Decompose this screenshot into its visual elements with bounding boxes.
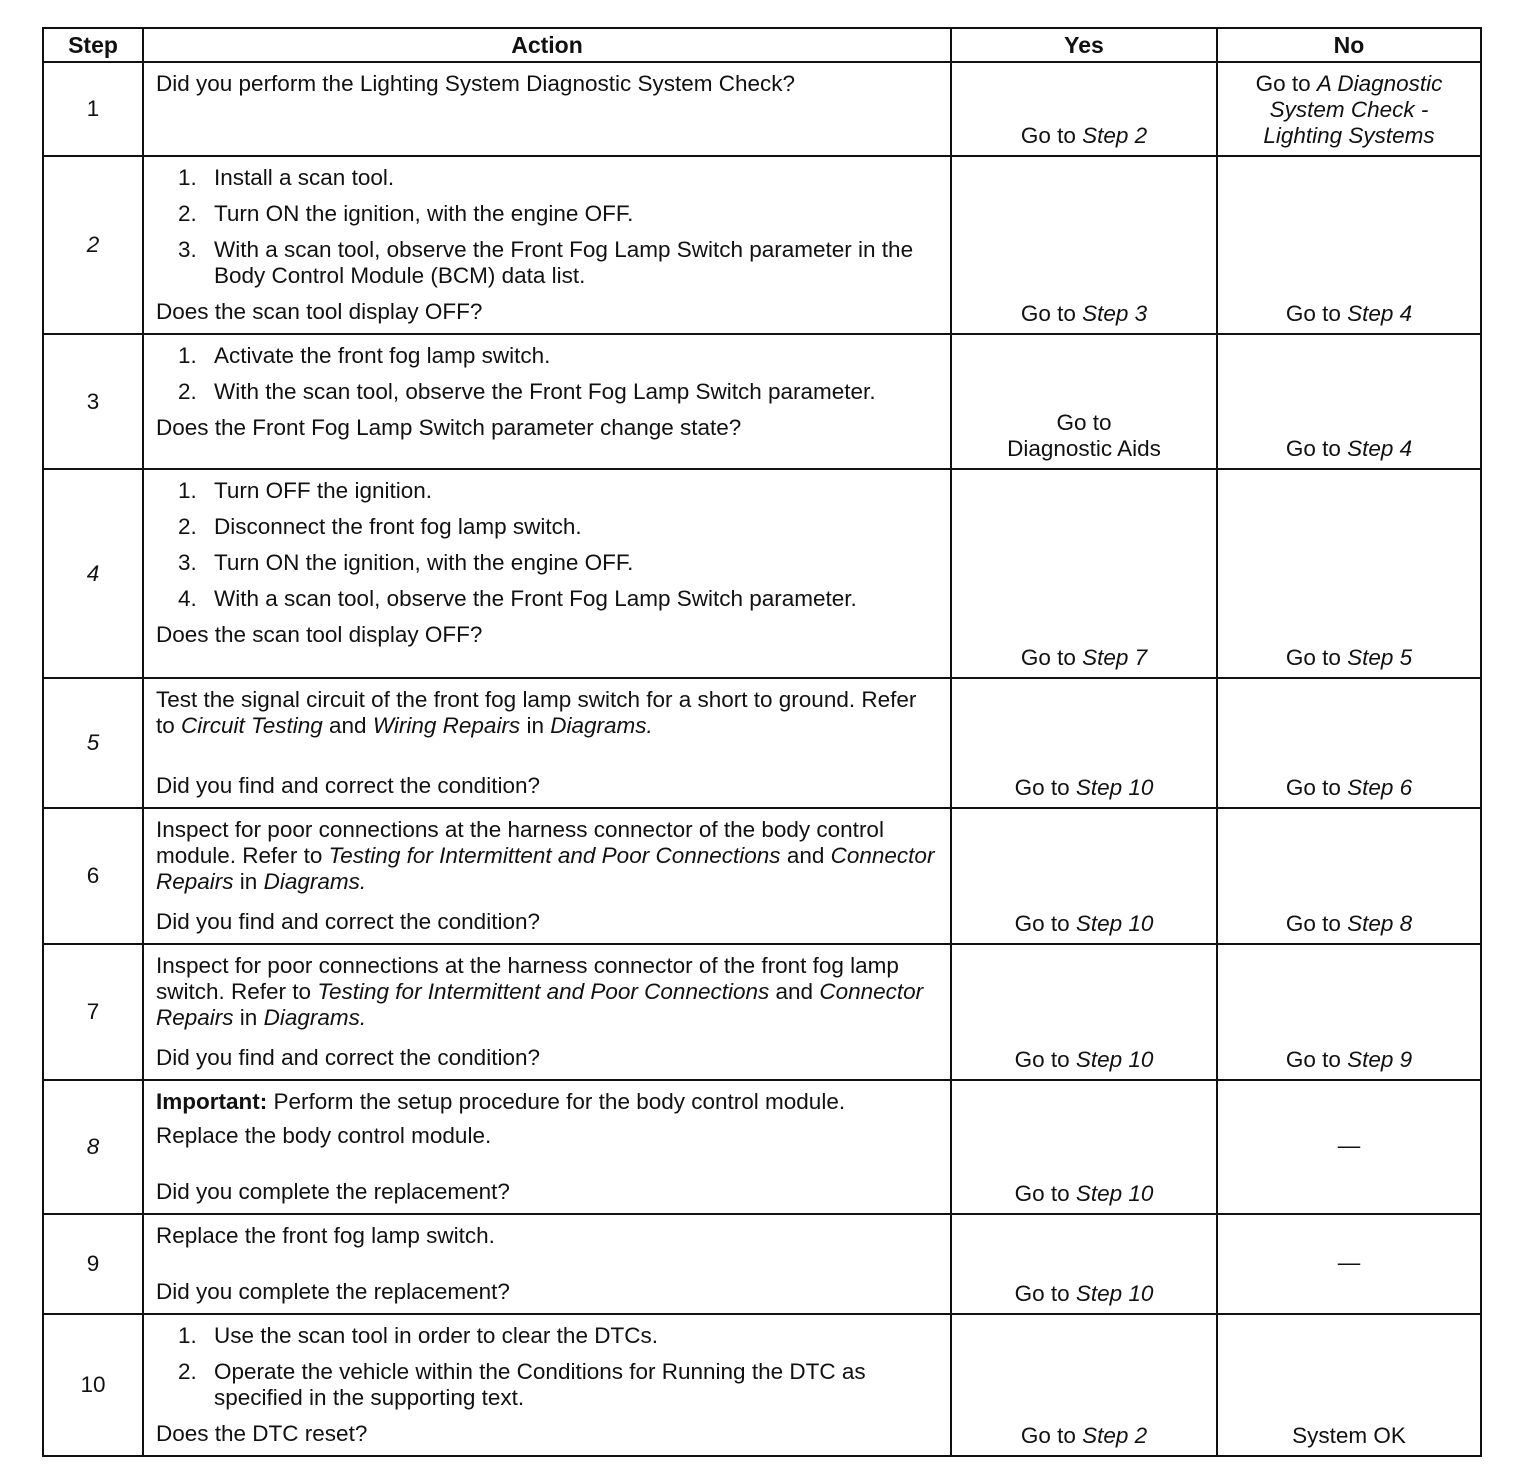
go-to-text: Go to xyxy=(1014,1281,1070,1306)
table-header-row xyxy=(43,28,1481,62)
procedure-ref: Wiring Repairs xyxy=(372,713,521,738)
question-text: Did you perform the Lighting System Diagnostic System Check? xyxy=(156,71,796,96)
procedure-ref: Testing for Intermittent and Poor Connections xyxy=(317,979,770,1004)
action-cell xyxy=(143,808,951,944)
go-to-text: Go to xyxy=(1020,645,1076,670)
yes-cell xyxy=(951,469,1217,678)
step-ref: Step 8 xyxy=(1347,911,1413,936)
procedure-ref: Circuit Testing xyxy=(181,713,323,738)
action-cell xyxy=(143,62,951,156)
no-cell xyxy=(1217,1314,1481,1456)
no-cell xyxy=(1217,469,1481,678)
procedure-ref: Diagrams. xyxy=(550,713,653,738)
header-no: No xyxy=(1217,28,1481,62)
instruction-text: Replace the front fog lamp switch. xyxy=(156,1223,495,1248)
procedure-ref: Testing for Intermittent and Poor Connections xyxy=(328,843,781,868)
table-row-step-3 xyxy=(43,334,1481,469)
step-ref: Step 4 xyxy=(1347,436,1413,461)
instruction-text: Test the signal circuit of the front fog lamp switch for a short to ground. Refer to Circuit Testing and Wiring Repairs in Diagrams. xyxy=(156,687,917,738)
action-cell xyxy=(143,944,951,1080)
step-ref: Step 10 xyxy=(1075,1047,1154,1072)
question-text: Did you complete the replacement? xyxy=(156,1279,510,1304)
table-row-step-5 xyxy=(43,678,1481,808)
no-cell xyxy=(1217,334,1481,469)
question-text: Did you find and correct the condition? xyxy=(156,1045,540,1070)
header-yes: Yes xyxy=(951,28,1217,62)
question-text: Did you find and correct the condition? xyxy=(156,909,540,934)
instruction-text: Replace the body control module. xyxy=(156,1123,492,1148)
action-cell xyxy=(143,156,951,334)
step-ref: Step 4 xyxy=(1347,301,1413,326)
action-steps-list xyxy=(156,1323,940,1411)
go-to-text: Go to xyxy=(1285,911,1341,936)
yes-cell xyxy=(951,1214,1217,1314)
question-text: Does the DTC reset? xyxy=(156,1421,368,1446)
go-to-text: Go to xyxy=(1014,1047,1070,1072)
question-text: Did you complete the replacement? xyxy=(156,1179,510,1204)
step-ref: Step 2 xyxy=(1082,123,1148,148)
procedure-ref: Diagnostic Aids xyxy=(1007,436,1161,461)
action-cell xyxy=(143,1214,951,1314)
step-ref: Step 6 xyxy=(1347,775,1413,800)
table-row-step-8 xyxy=(43,1080,1481,1214)
step-number: 7 xyxy=(43,944,143,1080)
go-to-text: Go to xyxy=(1020,1423,1076,1448)
no-cell xyxy=(1217,156,1481,334)
procedure-ref: System Check - xyxy=(1269,97,1429,122)
step-ref: Step 9 xyxy=(1347,1047,1413,1072)
list-item: 2. Disconnect the front fog lamp switch. xyxy=(178,514,582,539)
action-cell xyxy=(143,1080,951,1214)
instruction-text: Inspect for poor connections at the harness connector of the body control module. Refer to Testing for Intermittent and Poor Connections and Connector Repairs in Diagrams. xyxy=(156,817,935,894)
step-ref: Step 3 xyxy=(1082,301,1148,326)
table-row-step-9 xyxy=(43,1214,1481,1314)
action-cell xyxy=(143,334,951,469)
procedure-ref: Connector Repairs xyxy=(156,979,924,1030)
no-cell xyxy=(1217,808,1481,944)
table-row-step-4 xyxy=(43,469,1481,678)
step-number: 10 xyxy=(43,1314,143,1456)
yes-cell xyxy=(951,1314,1217,1456)
list-item: 1. Turn OFF the ignition. xyxy=(178,478,433,503)
procedure-ref: Diagrams. xyxy=(263,1005,367,1030)
diagnostic-table xyxy=(42,27,1482,1457)
no-cell xyxy=(1217,944,1481,1080)
step-number: 3 xyxy=(43,334,143,469)
no-cell xyxy=(1217,1214,1481,1314)
yes-cell xyxy=(951,334,1217,469)
step-number: 6 xyxy=(43,808,143,944)
yes-cell xyxy=(951,808,1217,944)
step-ref: Step 7 xyxy=(1082,645,1148,670)
step-ref: Step 10 xyxy=(1075,1181,1154,1206)
go-to-text: Go to xyxy=(1020,301,1076,326)
step-ref: Step 2 xyxy=(1082,1423,1148,1448)
list-item: 1. Activate the front fog lamp switch. xyxy=(178,343,551,368)
step-number: 9 xyxy=(43,1214,143,1314)
go-to-text: Go to xyxy=(1056,410,1112,435)
step-ref: Step 10 xyxy=(1075,1281,1154,1306)
list-item: 2. With the scan tool, observe the Front Fog Lamp Switch parameter. xyxy=(178,379,876,404)
question-text: Does the scan tool display OFF? xyxy=(156,299,483,324)
step-number: 1 xyxy=(43,62,143,156)
list-item: 4. With a scan tool, observe the Front Fog Lamp Switch parameter. xyxy=(178,586,857,611)
important-label: Important: xyxy=(156,1089,268,1114)
go-to-text: Go to xyxy=(1020,123,1076,148)
yes-cell xyxy=(951,62,1217,156)
go-to-text: Go to xyxy=(1285,775,1341,800)
step-number: 4 xyxy=(43,469,143,678)
step-number: 2 xyxy=(43,156,143,334)
procedure-ref: Diagrams. xyxy=(263,869,367,894)
action-steps-list xyxy=(156,165,940,289)
table-row-step-6 xyxy=(43,808,1481,944)
procedure-ref: A Diagnostic xyxy=(1316,71,1443,96)
go-to-text: Go to xyxy=(1285,301,1341,326)
table-row-step-10 xyxy=(43,1314,1481,1456)
instruction-text: Inspect for poor connections at the harness connector of the front fog lamp switch. Refer to Testing for Intermittent and Poor Connections and Connector Repairs in Diagrams. xyxy=(156,953,924,1030)
dash-mark: — xyxy=(1337,1133,1361,1158)
go-to-text: Go to xyxy=(1014,1181,1070,1206)
no-cell xyxy=(1217,62,1481,156)
table-row-step-1 xyxy=(43,62,1481,156)
yes-cell xyxy=(951,1080,1217,1214)
step-number: 5 xyxy=(43,678,143,808)
no-cell xyxy=(1217,1080,1481,1214)
no-cell xyxy=(1217,678,1481,808)
step-ref: Step 10 xyxy=(1075,775,1154,800)
procedure-ref: Connector Repairs xyxy=(156,843,935,894)
step-number: 8 xyxy=(43,1080,143,1214)
action-cell xyxy=(143,1314,951,1456)
action-cell xyxy=(143,678,951,808)
list-item: 1. Install a scan tool. xyxy=(178,165,395,190)
action-steps-list xyxy=(156,478,940,612)
go-to-text: Go to xyxy=(1014,775,1070,800)
list-item: 1. Use the scan tool in order to clear the DTCs. xyxy=(178,1323,658,1348)
go-to-text: Go to xyxy=(1285,436,1341,461)
go-to-text: Go to xyxy=(1014,911,1070,936)
table-row-step-7 xyxy=(43,944,1481,1080)
header-step: Step xyxy=(43,28,143,62)
list-item: 2. Operate the vehicle within the Conditions for Running the DTC as specified in the supporting text. xyxy=(178,1359,866,1410)
question-text: Does the Front Fog Lamp Switch parameter change state? xyxy=(156,415,742,440)
header-action: Action xyxy=(143,28,951,62)
go-to-text: Go to xyxy=(1255,71,1311,96)
step-ref: Step 10 xyxy=(1075,911,1154,936)
list-item: 3. Turn ON the ignition, with the engine OFF. xyxy=(178,550,634,575)
dash-mark: — xyxy=(1337,1250,1361,1275)
list-item: 3. With a scan tool, observe the Front Fog Lamp Switch parameter in the Body Control Module (BCM) data list. xyxy=(178,237,914,288)
go-to-text: Go to xyxy=(1285,645,1341,670)
table-row-step-2 xyxy=(43,156,1481,334)
go-to-text: Go to xyxy=(1285,1047,1341,1072)
action-steps-list xyxy=(156,343,940,405)
step-ref: Step 5 xyxy=(1347,645,1413,670)
question-text: Did you find and correct the condition? xyxy=(156,773,540,798)
action-cell xyxy=(143,469,951,678)
yes-cell xyxy=(951,156,1217,334)
question-text: Does the scan tool display OFF? xyxy=(156,622,483,647)
list-item: 2. Turn ON the ignition, with the engine OFF. xyxy=(178,201,634,226)
yes-cell xyxy=(951,678,1217,808)
procedure-ref: Lighting Systems xyxy=(1263,123,1435,148)
important-note: Important: Perform the setup procedure for the body control module. xyxy=(156,1089,846,1114)
result-text: System OK xyxy=(1292,1423,1406,1448)
yes-cell xyxy=(951,944,1217,1080)
